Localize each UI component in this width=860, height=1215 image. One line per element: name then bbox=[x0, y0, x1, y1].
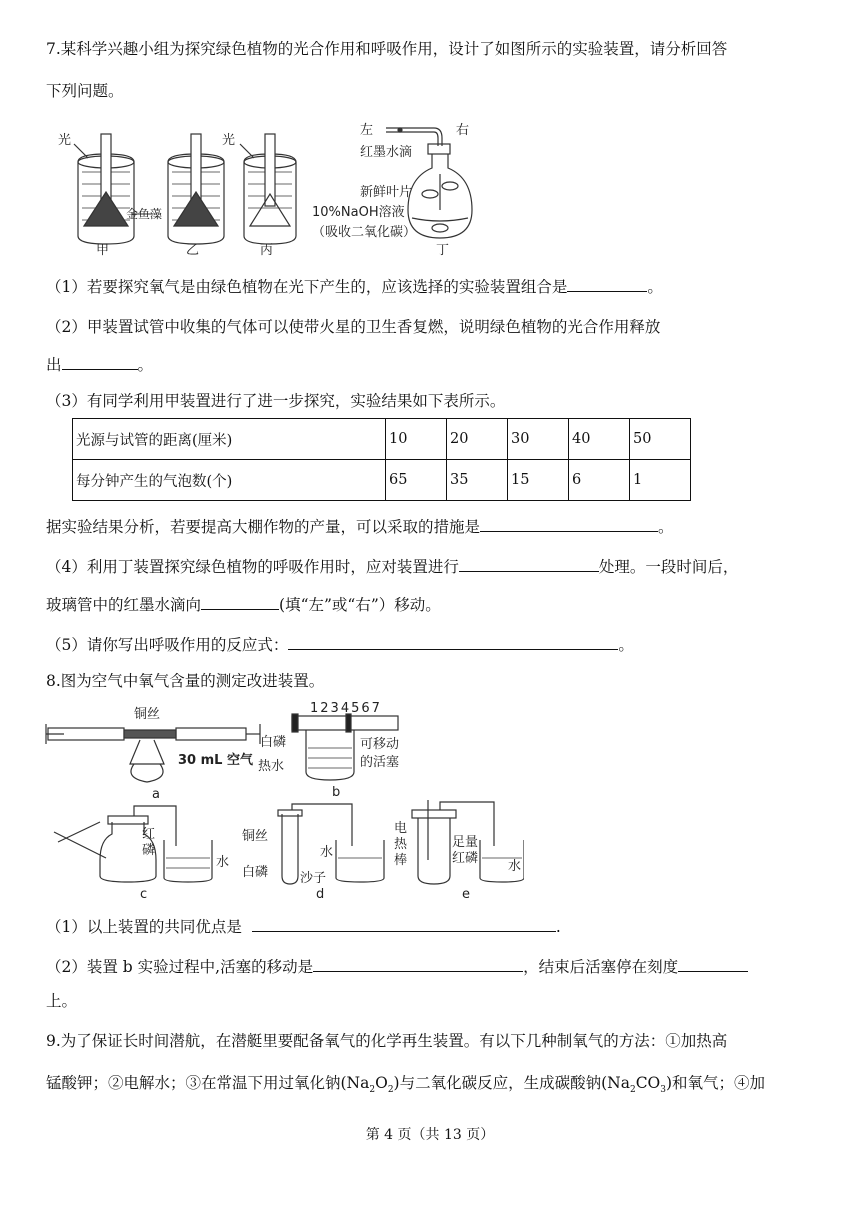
page-footer: 第 4 页（共 13 页） bbox=[365, 1127, 495, 1143]
copper-wire-label: 铜丝 bbox=[134, 707, 161, 722]
table-cell: 1 bbox=[630, 460, 691, 501]
answer-blank-4[interactable] bbox=[459, 554, 599, 572]
label-c: c bbox=[140, 887, 148, 900]
copper-wire-d-label: 铜丝 bbox=[242, 829, 269, 844]
light-label-2: 光 bbox=[222, 133, 236, 148]
q7-sub4-line1: （4）利用丁装置探究绿色植物的呼吸作用时，应对装置进行 处理。一段时间后， bbox=[46, 554, 738, 578]
q7-stem-line1: 7.某科学兴趣小组为探究绿色植物的光合作用和呼吸作用，设计了如图所示的实验装置，请分析回答 bbox=[46, 40, 728, 58]
q7-sub3-after: 据实验结果分析，若要提高大棚作物的产量，可以采取的措施是 。 bbox=[46, 514, 674, 538]
answer-blank-5[interactable] bbox=[201, 592, 279, 610]
white-p-label: 白磷 bbox=[260, 735, 287, 750]
answer-blank-6[interactable] bbox=[288, 632, 618, 650]
water-e-label: 水 bbox=[508, 859, 522, 874]
experiment-table bbox=[72, 418, 691, 501]
seaweed-label: 金鱼藻 bbox=[126, 207, 163, 221]
q7-stem-line2: 下列问题。 bbox=[46, 82, 124, 100]
leaf-label: 新鲜叶片 bbox=[360, 185, 413, 200]
enough-label-1: 足量 bbox=[452, 835, 479, 850]
label-a: a bbox=[152, 787, 160, 802]
water-c-label: 水 bbox=[216, 855, 230, 870]
q7-figure bbox=[56, 114, 486, 256]
table-cell: 40 bbox=[569, 419, 630, 460]
light-label-1: 光 bbox=[58, 133, 72, 148]
movable-piston-label-1: 可移动 bbox=[360, 737, 400, 752]
enough-label-2: 红磷 bbox=[452, 851, 479, 866]
table-cell: 65 bbox=[386, 460, 447, 501]
q7-sub3: （3）有同学利用甲装置进行了进一步探究，实验结果如下表所示。 bbox=[46, 392, 506, 410]
q8-sub2-line2: 上。 bbox=[46, 992, 78, 1010]
right-label: 右 bbox=[456, 123, 470, 138]
table-cell: 10 bbox=[386, 419, 447, 460]
device-c bbox=[54, 806, 212, 882]
label-ding: 丁 bbox=[436, 243, 450, 256]
scale-label: 1234567 bbox=[310, 701, 382, 716]
table-row bbox=[73, 460, 691, 501]
table-cell: 50 bbox=[630, 419, 691, 460]
q8-figure bbox=[44, 700, 524, 900]
q9-line1: 9.为了保证长时间潜航，在潜艇里要配备氧气的化学再生装置。有以下几种制氧气的方法：①加热高 bbox=[46, 1032, 728, 1050]
q8-sub2-line1: （2）装置 b 实验过程中,活塞的移动是 ，结束后活塞停在刻度 bbox=[46, 954, 748, 978]
heater-label-1: 电 bbox=[394, 821, 408, 836]
red-drop-label: 红墨水滴 bbox=[360, 145, 413, 160]
table-cell: 30 bbox=[508, 419, 569, 460]
q8-stem: 8.图为空气中氧气含量的测定改进装置。 bbox=[46, 672, 325, 690]
answer-blank-3[interactable] bbox=[480, 514, 658, 532]
answer-blank-9[interactable] bbox=[678, 954, 748, 972]
table-cell: 35 bbox=[447, 460, 508, 501]
answer-blank-8[interactable] bbox=[313, 954, 523, 972]
label-bing: 丙 bbox=[260, 243, 274, 256]
beaker-yi bbox=[168, 134, 224, 244]
beaker-jia bbox=[78, 134, 134, 244]
table-cell: 6 bbox=[569, 460, 630, 501]
label-b: b bbox=[332, 785, 341, 800]
naoh-label: 10%NaOH溶液 bbox=[312, 205, 405, 220]
hot-water-label: 热水 bbox=[258, 759, 285, 774]
red-label-2: 磷 bbox=[142, 843, 156, 858]
answer-blank-1[interactable] bbox=[567, 274, 647, 292]
red-label-1: 红 bbox=[142, 827, 156, 842]
q8-sub1: （1）以上装置的共同优点是 . bbox=[46, 914, 561, 938]
left-label: 左 bbox=[360, 123, 374, 138]
table-cell: 20 bbox=[447, 419, 508, 460]
label-d: d bbox=[316, 887, 325, 900]
table-header-distance: 光源与试管的距离(厘米) bbox=[73, 419, 386, 460]
answer-blank-7[interactable] bbox=[252, 914, 556, 932]
white-p-d-label: 白磷 bbox=[242, 865, 269, 880]
table-row bbox=[73, 419, 691, 460]
heater-label-2: 热 bbox=[394, 837, 408, 852]
label-yi: 乙 bbox=[186, 243, 200, 256]
beaker-bing bbox=[244, 134, 296, 244]
q7-sub5: （5）请你写出呼吸作用的反应式： 。 bbox=[46, 632, 634, 656]
q7-sub1: （1）若要探究氧气是由绿色植物在光下产生的，应该选择的实验装置组合是 。 bbox=[46, 274, 663, 298]
device-d bbox=[278, 804, 384, 884]
q7-sub2-line1: （2）甲装置试管中收集的气体可以使带火星的卫生香复燃，说明绿色植物的光合作用释放 bbox=[46, 318, 661, 336]
water-d-label: 水 bbox=[320, 845, 334, 860]
air-30ml-label: 30 mL 空气 bbox=[178, 753, 253, 768]
label-jia: 甲 bbox=[96, 243, 110, 256]
table-header-bubbles: 每分钟产生的气泡数(个) bbox=[73, 460, 386, 501]
label-e: e bbox=[462, 887, 470, 900]
q7-sub2-line2: 出 。 bbox=[46, 352, 153, 376]
heater-label-3: 棒 bbox=[394, 853, 408, 868]
sand-label: 沙子 bbox=[300, 871, 327, 886]
absorb-label: （吸收二氧化碳） bbox=[312, 225, 417, 240]
q7-sub4-line2: 玻璃管中的红墨水滴向 (填“左”或“右”）移动。 bbox=[46, 592, 441, 616]
movable-piston-label-2: 的活塞 bbox=[360, 755, 400, 770]
q9-line2: 锰酸钾；②电解水；③在常温下用过氧化钠$(Na_2O_2)$与二氧化碳反应，生成碳酸钠$(Na_2CO_3)$和氧气；④加 bbox=[46, 1074, 766, 1096]
answer-blank-2[interactable] bbox=[62, 352, 138, 370]
table-cell: 15 bbox=[508, 460, 569, 501]
